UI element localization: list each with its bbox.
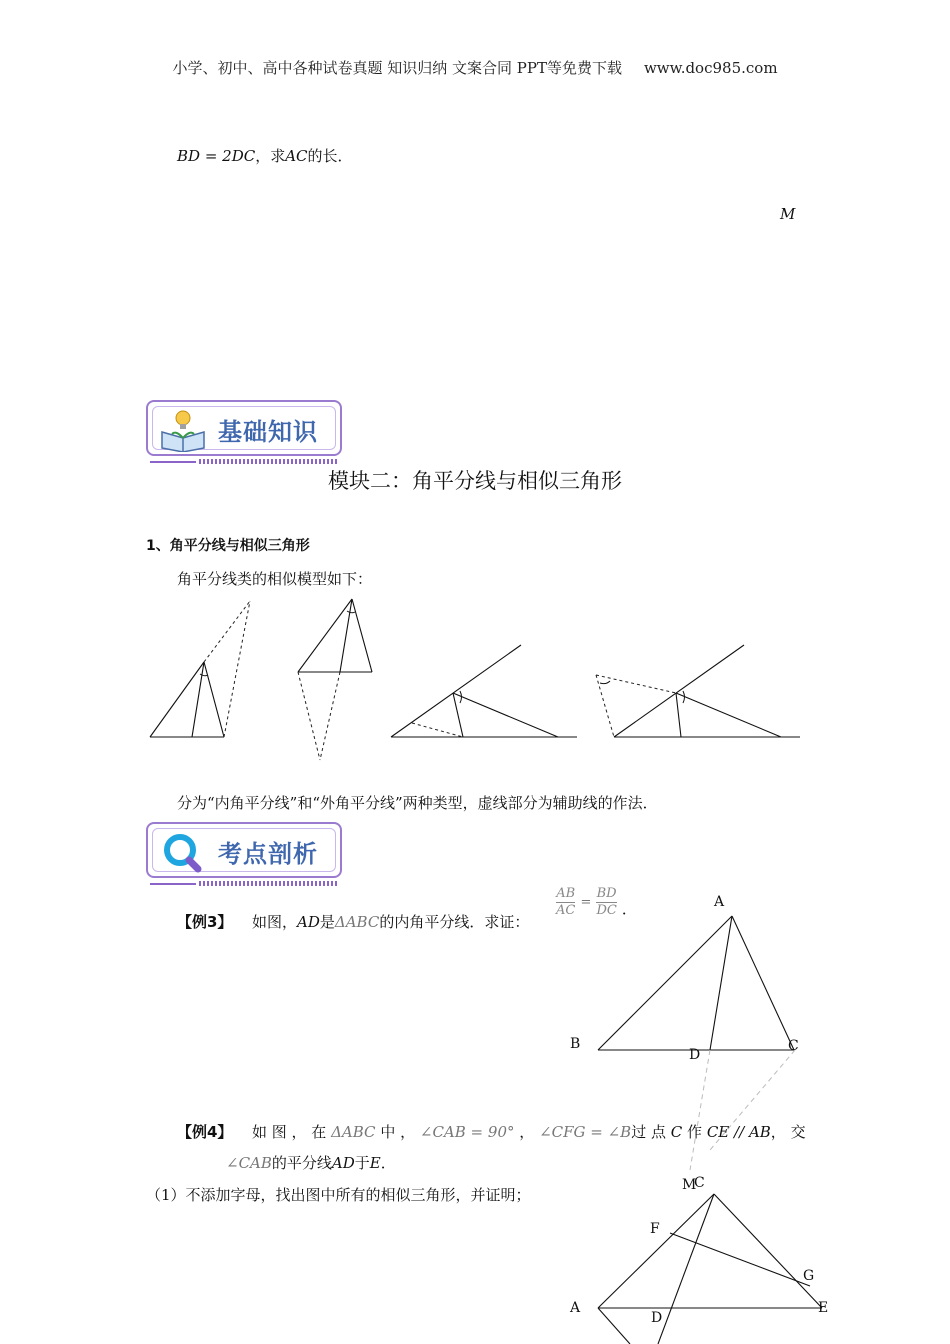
text-seg: 于 xyxy=(354,1154,370,1172)
banner-stripe xyxy=(199,881,339,886)
frac-num: AB xyxy=(556,886,576,901)
math-angle-cab: ∠CAB = 90° xyxy=(419,1123,515,1141)
magnifier-icon xyxy=(158,830,208,878)
banner-stripe xyxy=(199,459,339,464)
var-ab: AB xyxy=(748,1123,771,1141)
page-header xyxy=(0,57,950,78)
example4-line1 xyxy=(177,1121,807,1142)
banner-label: 基础知识 xyxy=(218,418,318,446)
banner-underline-left xyxy=(150,883,196,885)
text-seg: ，求 xyxy=(255,147,286,165)
fig4-label-m: M xyxy=(682,1177,697,1193)
text-seg: 的平分线 xyxy=(271,1154,332,1172)
example4-tag: 【例4】 xyxy=(177,1123,233,1141)
fig3-label-d: D xyxy=(689,1047,701,1063)
text-seg: ， xyxy=(519,1123,535,1141)
example3-text xyxy=(177,911,529,932)
frac-den: AC xyxy=(556,903,576,918)
math-angle-cfg: ∠CFG = ∠B xyxy=(539,1123,632,1141)
math-bd-2dc: BD = 2DC xyxy=(177,147,256,165)
text-seg: 的内角平分线．求证： xyxy=(379,913,530,931)
text-seg: 过 点 xyxy=(631,1123,666,1141)
text-seg: ． xyxy=(380,1154,396,1172)
var-ce: CE xyxy=(706,1123,730,1141)
fig3-label-a: A xyxy=(714,894,725,910)
parallel-symbol: // xyxy=(734,1123,745,1141)
fig4-label-f: F xyxy=(650,1221,660,1237)
header-site: www.doc985.com xyxy=(643,59,778,77)
frac-num: BD xyxy=(596,886,617,901)
text-seg: 如 图 ， 在 xyxy=(252,1123,327,1141)
text-seg: ． xyxy=(621,900,637,918)
fig3-label-b: B xyxy=(570,1036,581,1052)
var-ac: AC xyxy=(285,147,308,165)
model-figure-2 xyxy=(298,599,372,760)
example4-part1: （1）不添加字母，找出图中所有的相似三角形，并证明； xyxy=(146,1186,531,1204)
fig4-label-c: C xyxy=(694,1175,705,1191)
top-problem-line xyxy=(177,145,353,166)
basic-knowledge-banner xyxy=(146,400,342,456)
model-figure-1 xyxy=(150,601,250,737)
model-figure-4 xyxy=(596,645,800,737)
example3-tag: 【例3】 xyxy=(177,913,233,931)
var-ad: AD xyxy=(297,913,320,931)
fig4-label-e: E xyxy=(818,1300,829,1316)
math-triangle-abc: ΔABC xyxy=(331,1123,376,1141)
module-title: 模块二：角平分线与相似三角形 xyxy=(328,469,622,493)
stray-label-m: M xyxy=(780,205,796,223)
var-e: E xyxy=(369,1154,381,1172)
ratio-equation: $\frac{AB}{AC}$ = $\frac{BD}{DC}$ ． xyxy=(556,886,637,918)
text-seg: ， 交 xyxy=(770,1123,806,1141)
text-seg: 如图， xyxy=(252,913,298,931)
example4-figure xyxy=(590,1180,840,1344)
text-seg: 作 xyxy=(687,1123,703,1141)
fig3-label-c: C xyxy=(788,1038,799,1054)
analysis-banner xyxy=(146,822,342,878)
text-seg: 的长． xyxy=(307,147,353,165)
model-figure-3 xyxy=(391,645,577,737)
var-ad: AD xyxy=(331,1154,355,1172)
text-seg: 是 xyxy=(319,913,335,931)
section-summary: 分为“内角平分线”和“外角平分线”两种类型，虚线部分为辅助线的作法． xyxy=(177,794,658,812)
section-heading: 1、角平分线与相似三角形 xyxy=(146,538,310,554)
math-triangle-abc: ΔABC xyxy=(334,913,380,931)
example4-line2 xyxy=(226,1152,396,1173)
faint-dashed-lines xyxy=(680,1050,810,1180)
banner-label: 考点剖析 xyxy=(218,840,318,868)
banner-underline-left xyxy=(150,461,196,463)
frac-den: DC xyxy=(596,903,617,918)
var-c: C xyxy=(670,1123,683,1141)
header-text: 小学、初中、高中各种试卷真题 知识归纳 文案合同 PPT等免费下载 xyxy=(172,59,622,77)
lightbulb-book-icon xyxy=(158,408,208,456)
math-angle-cab: ∠CAB xyxy=(226,1154,272,1172)
fig4-label-d: D xyxy=(651,1310,663,1326)
text-seg: 中 ， xyxy=(380,1123,416,1141)
fig4-label-a: A xyxy=(570,1300,581,1316)
section-intro: 角平分线类的相似模型如下： xyxy=(177,570,373,588)
bisector-models-figure xyxy=(140,595,810,770)
fig4-label-g: G xyxy=(803,1268,815,1284)
